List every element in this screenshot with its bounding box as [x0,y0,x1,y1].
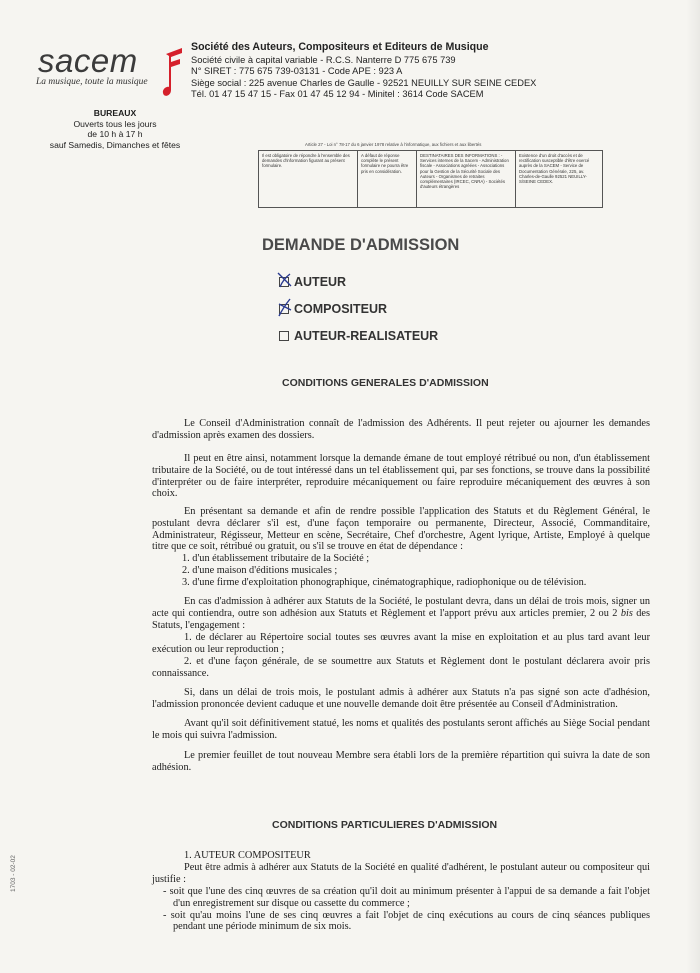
paragraph [152,453,650,500]
paragraph-text: Le premier feuillet de tout nouveau Membre sera établi lors de la première répartition qui suivra la date de son adhésion. [152,750,650,773]
paragraph [152,862,650,886]
data-protection-cell: DESTINATAIRES DES INFORMATIONS : - Services internes de la Sacem - Administration fiscale - Associations agréées - Associations pour la Gestion de la Sécurité Sociale des Auteurs - Organismes de retraites complémentaires (IRCEC, CNRA) - Sociétés d'auteurs étrangères [417,151,516,207]
paragraph-text: Le Conseil d'Administration connaît de l'admission des Adhérents. Il peut rejeter ou ajourner les demandes d'admission après examen des dossiers. [152,418,650,441]
checkbox-compositeur[interactable] [279,304,289,314]
paragraph-text: Peut être admis à adhérer aux Statuts de la Société en qualité d'adhérent, le postulant auteur ou compositeur qui justifie : [152,862,650,885]
paragraph-text: Si, dans un délai de trois mois, le postulant admis à adhérer aux Statuts n'a pas signé son acte d'adhésion, l'admission prononcée devient caduque et une nouvelle demande doit être présentée au Conseil d'Administration. [152,687,650,710]
paragraph [152,750,650,774]
office-hours-line: sauf Samedis, Dimanches et fêtes [49,139,181,150]
checkbox-auteur-realisateur[interactable] [279,331,289,341]
paragraph [152,596,650,631]
logo-wordmark: sacem [38,42,138,79]
paragraph [152,418,650,442]
header-line: N° SIRET : 775 675 739-03131 - Code APE : 923 A [191,66,403,76]
office-hours-line: Ouverts tous les jours [73,118,157,129]
header-line: Société civile à capital variable - R.C.S. Nanterre D 775 675 739 [191,54,456,65]
option-label: AUTEUR [294,275,347,289]
data-protection-cell: Il est obligatoire de répondre à l'ensemble des demandes d'information figurant au présent formulaire. [259,151,358,207]
list-item: 1. d'un établissement tributaire de la Société ; [182,553,370,564]
paragraph [152,506,650,553]
section-title-particular: CONDITIONS PARTICULIERES D'ADMISSION [272,819,498,831]
subsection-title: 1. AUTEUR COMPOSITEUR [184,850,311,861]
sacem-logo [36,42,184,102]
paragraph [152,632,650,656]
organization-header [191,42,661,101]
paragraph-text: En présentant sa demande et afin de rendre possible l'application des Statuts et du Règlement Général, le postulant devra déclarer s'il est, d'une façon temporaire ou permanente, Directeur, Associé, Commanditaire, Administrateur, Régisseur, Metteur en scène, Secrétaire, Chef d'orchestre, Agent lyrique, Artiste, Employé à quelque titre que ce soit, rétribué ou gratuit, ou s'il se trouve en état de dépendance : [152,506,650,553]
header-line: Siège social : 225 avenue Charles de Gaulle - 92521 NEUILLY SUR SEINE CEDEX [191,77,537,88]
header-line: Tél. 01 47 15 47 15 - Fax 01 47 45 12 94 - Minitel : 3614 Code SACEM [191,89,484,99]
criteria-list [163,886,650,933]
form-reference-code: 1703 - 02-02 [10,855,17,892]
office-hours-title: BUREAUX [93,108,137,118]
paragraph-text: En cas d'admission à adhérer aux Statuts de la Société, le postulant devra, dans un délai de trois mois, signer un acte qui contiendra, outre son adhésion aux Statuts et Règlement et l'apport prévu aux articles premier, 2 ou 2 [152,596,650,619]
paragraph [152,718,650,742]
list-item: 2. d'une maison d'éditions musicales ; [182,564,338,576]
paragraph-text: des Statuts, l'engagement : [152,607,650,631]
section-title-general: CONDITIONS GENERALES D'ADMISSION [282,377,489,389]
option-auteur[interactable] [279,275,346,289]
organization-name: Société des Auteurs, Compositeurs et Editeurs de Musique [191,41,489,53]
paragraph-text: Avant qu'il soit définitivement statué, les noms et qualités des postulants seront affichés au Siège Social pendant le mois qui suivra l'admission. [152,718,650,741]
handwritten-check-icon [276,271,294,289]
legal-note: Article 27 - Loi n° 78-17 du 6 janvier 1978 relative à l'informatique, aux fichiers et aux libertés [305,142,482,147]
option-label: AUTEUR-REALISATEUR [294,329,439,343]
office-hours [40,108,190,150]
option-auteur-realisateur[interactable] [279,329,438,343]
paragraph-text: 1. de déclarer au Répertoire social toutes ses œuvres avant la mise en exploitation et au plus tard avant leur exécution ou leur reproduction ; [152,632,650,655]
office-hours-line: de 10 h à 17 h [87,129,143,139]
data-protection-cell: Existence d'un droit d'accès et de rectification susceptible d'être exercé auprès de la SACEM - Service de Documentation Générale, 225, av. Charles-de-Gaulle 92521 NEUILLY-S/SEINE CEDEX. [519,153,590,185]
logo-tagline: La musique, toute la musique [36,77,148,87]
list-item: - soit qu'au moins l'une de ses cinq œuvres a fait l'objet de cinq exécutions au cours de cinq séances publiques pendant une période minimum de six mois. [163,909,650,933]
paragraph-text: Il peut en être ainsi, notamment lorsque la demande émane de tout employé rétribué ou non, d'un établissement tributaire de la Société, ou de tout intéressé dans un tel établissement qui, par ses fonctions, se trouve dans la possibilité d'interpréter ou de faire interpréter, reproduire mécaniquement ou faire reproduire mécaniquement des œuvres à son choix. [152,453,650,500]
data-protection-box [258,150,603,208]
checkbox-auteur[interactable] [279,277,289,287]
page-edge-shadow [686,0,700,973]
option-compositeur[interactable] [279,302,387,316]
paragraph-text: 2. et d'une façon générale, de se soumettre aux Statuts et Règlement dont le postulant déclarera avoir pris connaissance. [152,656,650,679]
option-label: COMPOSITEUR [294,302,388,316]
paragraph-italic: bis [620,607,633,619]
list-item: 3. d'une firme d'exploitation phonographique, cinématographique, radiophonique ou de télévision. [182,576,587,588]
data-protection-cell: A défaut de réponse complète le présent formulaire ne pourra être pris en considération. [358,151,417,207]
music-note-icon [162,46,186,102]
page-title: DEMANDE D'ADMISSION [262,236,460,254]
paragraph [152,656,650,680]
dependency-list [182,553,586,588]
handwritten-check-icon [276,298,294,318]
list-item: - soit que l'une des cinq œuvres de sa création qu'il doit au minimum présenter à l'appui de sa demande a fait l'objet d'un enregistrement sur disque ou cassette du commerce ; [163,886,650,909]
paragraph [152,687,650,711]
